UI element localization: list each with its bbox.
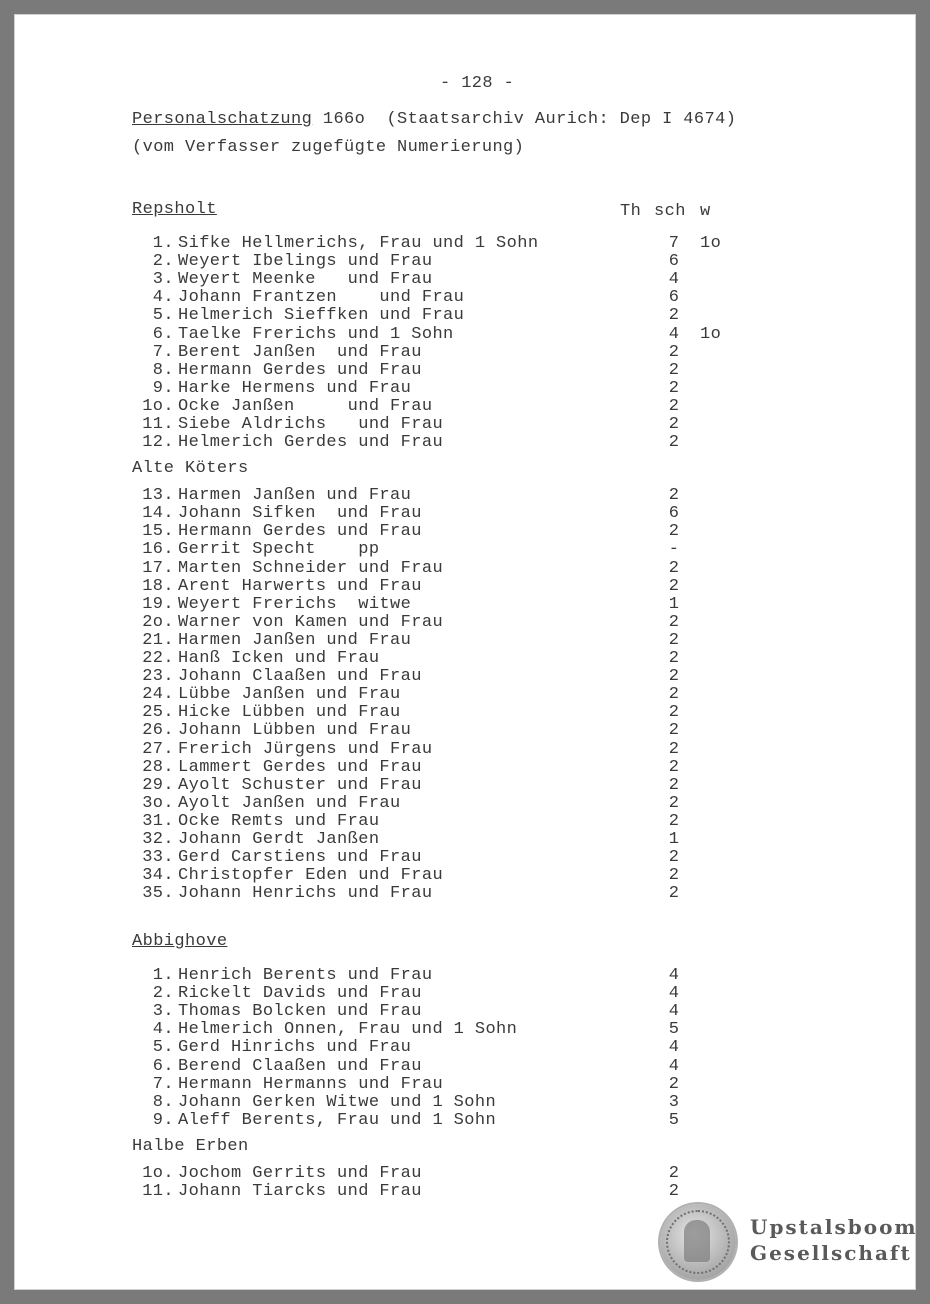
entry-name: Lammert Gerdes und Frau: [178, 757, 422, 777]
entry-name: Weyert Ibelings und Frau: [178, 252, 433, 272]
entry-th: 2: [668, 378, 680, 398]
entry-number: 1.: [152, 966, 174, 985]
list-item: [134, 433, 854, 451]
entry-number: 22.: [142, 649, 174, 668]
entry-name: Ayolt Schuster und Frau: [178, 775, 422, 795]
entry-name: Helmerich Onnen, Frau und 1 Sohn: [178, 1020, 518, 1040]
entry-number: 3.: [152, 270, 174, 290]
column-header-w: w: [700, 202, 711, 221]
entry-th: 2: [668, 721, 680, 741]
list-item: [134, 685, 854, 703]
entry-name: Hanß Icken und Frau: [178, 649, 380, 668]
entry-th: 2: [668, 811, 680, 831]
entry-w: 1o: [700, 234, 722, 253]
entry-number: 18.: [142, 576, 174, 596]
entry-number: 6.: [152, 1056, 174, 1076]
entry-name: Berend Claaßen und Frau: [178, 1056, 422, 1076]
page-number: - 128 -: [440, 74, 515, 93]
document-note: (vom Verfasser zugefügte Numerierung): [132, 138, 525, 157]
entry-th: 2: [668, 685, 680, 705]
group-subheading: Halbe Erben: [132, 1136, 249, 1156]
entry-number: 4.: [152, 288, 174, 308]
column-header-th: Th: [620, 202, 642, 221]
list-item: [134, 234, 854, 252]
title-main: Personalschatzung: [132, 110, 313, 129]
entry-number: 34.: [142, 866, 174, 886]
entry-number: 13.: [142, 486, 174, 506]
entry-th: 4: [668, 966, 680, 985]
entry-name: Johann Lübben und Frau: [178, 721, 412, 741]
entry-number: 1o.: [142, 396, 174, 416]
entry-th: 2: [668, 342, 680, 362]
entry-th: 5: [668, 1020, 680, 1040]
entry-name: Sifke Hellmerichs, Frau und 1 Sohn: [178, 234, 539, 253]
list-item: [134, 1020, 854, 1038]
entry-number: 1.: [152, 234, 174, 253]
entry-number: 7.: [152, 1074, 174, 1094]
entry-number: 16.: [142, 540, 174, 560]
list-item: [134, 758, 854, 776]
entry-name: Lübbe Janßen und Frau: [178, 685, 401, 705]
list-item: [134, 1075, 854, 1093]
entry-name: Berent Janßen und Frau: [178, 342, 422, 362]
entry-number: 12.: [142, 433, 174, 453]
entry-th: 6: [668, 252, 680, 272]
list-item: [134, 812, 854, 830]
list-item: [134, 631, 854, 649]
entry-number: 28.: [142, 757, 174, 777]
page-content: [14, 14, 916, 1290]
entry-th: 2: [668, 486, 680, 506]
entry-name: Siebe Aldrichs und Frau: [178, 415, 444, 434]
entry-number: 26.: [142, 721, 174, 741]
entry-name: Weyert Meenke und Frau: [178, 270, 433, 290]
watermark-line-1: Upstalsboom: [750, 1215, 918, 1239]
entry-number: 19.: [142, 594, 174, 614]
entry-number: 6.: [152, 324, 174, 344]
list-item: [134, 306, 854, 324]
list-item: [134, 1038, 854, 1056]
entry-th: 4: [668, 270, 680, 290]
list-item: [134, 984, 854, 1002]
entry-number: 8.: [152, 360, 174, 380]
list-item: [134, 866, 854, 884]
entry-th: 2: [668, 433, 680, 453]
section-heading: Repsholt: [132, 200, 217, 219]
entry-name: Rickelt Davids und Frau: [178, 984, 422, 1004]
column-header-sch: sch: [654, 202, 686, 221]
list-item: [134, 559, 854, 577]
title-rest: 166o (Staatsarchiv Aurich: Dep I 4674): [312, 110, 737, 129]
seal-logo: [660, 1204, 736, 1280]
entry-name: Johann Henrichs und Frau: [178, 884, 433, 904]
list-item: [134, 288, 854, 306]
entry-number: 2o.: [142, 612, 174, 632]
entry-name: Taelke Frerichs und 1 Sohn: [178, 324, 454, 344]
entry-th: 2: [668, 396, 680, 416]
entry-number: 25.: [142, 703, 174, 723]
entry-th: 2: [668, 775, 680, 795]
list-item: [134, 504, 854, 522]
entry-th: 4: [668, 1038, 680, 1058]
entry-th: 2: [668, 1181, 680, 1201]
entry-name: Hicke Lübben und Frau: [178, 703, 401, 723]
list-item: [134, 1182, 854, 1200]
entry-th: 2: [668, 1074, 680, 1094]
group-subheading: Alte Köters: [132, 459, 249, 479]
entry-name: Harke Hermens und Frau: [178, 378, 412, 398]
entry-name: Johann Frantzen und Frau: [178, 288, 465, 308]
entry-name: Warner von Kamen und Frau: [178, 612, 444, 632]
entry-number: 9.: [152, 1110, 174, 1130]
entry-number: 2.: [152, 252, 174, 272]
entry-th: 2: [668, 576, 680, 596]
entry-name: Marten Schneider und Frau: [178, 558, 444, 578]
entry-name: Christopfer Eden und Frau: [178, 866, 444, 886]
list-item: [134, 1002, 854, 1020]
entry-number: 29.: [142, 775, 174, 795]
entry-th: 1: [668, 830, 680, 849]
entry-th: 2: [668, 522, 680, 542]
entry-th: 2: [668, 757, 680, 777]
entry-number: 8.: [152, 1092, 174, 1112]
list-item: [134, 966, 854, 984]
entry-number: 15.: [142, 522, 174, 542]
entry-th: 4: [668, 1002, 680, 1022]
entry-name: Johann Gerdt Janßen: [178, 830, 380, 849]
list-item: [134, 776, 854, 794]
list-item: [134, 361, 854, 379]
entry-number: 27.: [142, 739, 174, 759]
entry-number: 32.: [142, 830, 174, 849]
list-item: [134, 540, 854, 558]
entry-w: 1o: [700, 324, 722, 344]
entry-th: 4: [668, 1056, 680, 1076]
list-item: [134, 343, 854, 361]
entry-name: Ocke Remts und Frau: [178, 811, 380, 831]
entry-number: 2.: [152, 984, 174, 1004]
list-item: [134, 270, 854, 288]
list-item: [134, 1111, 854, 1129]
entry-name: Harmen Janßen und Frau: [178, 630, 412, 650]
entry-name: Hermann Gerdes und Frau: [178, 522, 422, 542]
entry-number: 23.: [142, 667, 174, 687]
entry-name: Aleff Berents, Frau und 1 Sohn: [178, 1110, 497, 1130]
entry-number: 14.: [142, 504, 174, 524]
entry-number: 17.: [142, 558, 174, 578]
list-item: [134, 884, 854, 902]
entry-th: 2: [668, 703, 680, 723]
list-item: [134, 577, 854, 595]
entry-number: 1o.: [142, 1163, 174, 1183]
entry-th: 2: [668, 415, 680, 434]
entry-name: Ayolt Janßen und Frau: [178, 793, 401, 813]
entry-name: Johann Sifken und Frau: [178, 504, 422, 524]
list-item: [134, 649, 854, 667]
list-item: [134, 703, 854, 721]
list-item: [134, 1164, 854, 1182]
entry-th: 5: [668, 1110, 680, 1130]
list-item: [134, 486, 854, 504]
entry-number: 21.: [142, 630, 174, 650]
entry-number: 33.: [142, 848, 174, 868]
entry-name: Gerd Carstiens und Frau: [178, 848, 422, 868]
entry-th: 4: [668, 984, 680, 1004]
list-item: [134, 848, 854, 866]
entry-name: Helmerich Gerdes und Frau: [178, 433, 444, 453]
entry-number: 7.: [152, 342, 174, 362]
entry-name: Johann Claaßen und Frau: [178, 667, 422, 687]
entry-name: Harmen Janßen und Frau: [178, 486, 412, 506]
entry-th: 2: [668, 630, 680, 650]
entry-th: 2: [668, 1163, 680, 1183]
entry-number: 24.: [142, 685, 174, 705]
entry-number: 3.: [152, 1002, 174, 1022]
entry-th: 1: [668, 594, 680, 614]
entry-number: 11.: [142, 415, 174, 434]
document-title: [132, 110, 736, 129]
entry-th: 2: [668, 360, 680, 380]
list-item: [134, 1093, 854, 1111]
entry-name: Gerrit Specht pp: [178, 540, 380, 560]
entry-name: Thomas Bolcken und Frau: [178, 1002, 422, 1022]
entry-name: Frerich Jürgens und Frau: [178, 739, 433, 759]
list-item: [134, 830, 854, 848]
entry-number: 4.: [152, 1020, 174, 1040]
entry-name: Helmerich Sieffken und Frau: [178, 306, 465, 326]
list-item: [134, 252, 854, 270]
section-heading: Abbighove: [132, 932, 228, 951]
entry-th: 2: [668, 558, 680, 578]
entry-number: 3o.: [142, 793, 174, 813]
entry-name: Jochom Gerrits und Frau: [178, 1163, 422, 1183]
entry-th: 2: [668, 793, 680, 813]
entry-name: Weyert Frerichs witwe: [178, 594, 412, 614]
entry-th: 2: [668, 306, 680, 326]
entry-name: Ocke Janßen und Frau: [178, 396, 433, 416]
watermark-line-2: Gesellschaft: [750, 1241, 912, 1265]
list-item: [134, 613, 854, 631]
entry-th: 2: [668, 884, 680, 904]
entry-th: 2: [668, 739, 680, 759]
entry-number: 31.: [142, 811, 174, 831]
entry-th: 2: [668, 649, 680, 668]
entry-th: 4: [668, 324, 680, 344]
entry-th: -: [668, 540, 680, 560]
document-page: [14, 14, 916, 1290]
entry-th: 3: [668, 1092, 680, 1112]
entry-name: Gerd Hinrichs und Frau: [178, 1038, 412, 1058]
list-item: [134, 721, 854, 739]
entry-number: 11.: [142, 1181, 174, 1201]
entry-name: Hermann Gerdes und Frau: [178, 360, 422, 380]
entry-th: 2: [668, 866, 680, 886]
list-item: [134, 740, 854, 758]
watermark-brand: [750, 1214, 918, 1266]
list-item: [134, 794, 854, 812]
list-item: [134, 325, 854, 343]
entry-th: 2: [668, 848, 680, 868]
entry-name: Johann Tiarcks und Frau: [178, 1181, 422, 1201]
entry-th: 2: [668, 667, 680, 687]
list-item: [134, 379, 854, 397]
entry-th: 7: [668, 234, 680, 253]
entry-th: 2: [668, 612, 680, 632]
list-item: [134, 1057, 854, 1075]
entry-name: Johann Gerken Witwe und 1 Sohn: [178, 1092, 497, 1112]
list-item: [134, 522, 854, 540]
seal-figure: [684, 1220, 710, 1262]
entry-th: 6: [668, 288, 680, 308]
entry-number: 9.: [152, 378, 174, 398]
list-item: [134, 397, 854, 415]
entry-th: 6: [668, 504, 680, 524]
list-item: [134, 415, 854, 433]
entry-name: Arent Harwerts und Frau: [178, 576, 422, 596]
entry-name: Hermann Hermanns und Frau: [178, 1074, 444, 1094]
entry-number: 5.: [152, 1038, 174, 1058]
list-item: [134, 667, 854, 685]
list-item: [134, 595, 854, 613]
entry-name: Henrich Berents und Frau: [178, 966, 433, 985]
entry-number: 35.: [142, 884, 174, 904]
entry-number: 5.: [152, 306, 174, 326]
